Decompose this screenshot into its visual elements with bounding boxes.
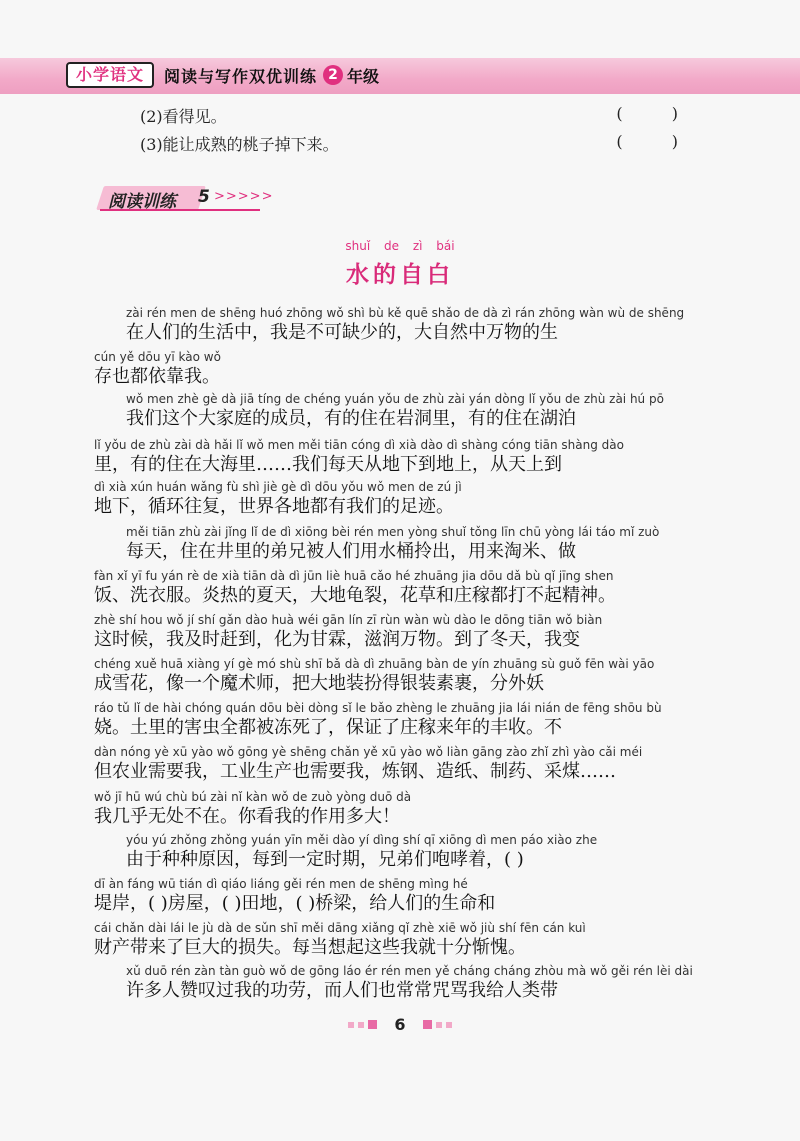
answer-blank[interactable]: ( )	[616, 104, 700, 123]
hanzi-line: 在人们的生活中，我是不可缺少的，大自然中万物的生	[126, 322, 558, 343]
hanzi-line: 许多人赞叹过我的功劳，而人们也常常咒骂我给人类带	[126, 980, 558, 1001]
hanzi-line: 我们这个大家庭的成员，有的住在岩洞里，有的住在湖泊	[126, 408, 576, 429]
hanzi-line: 但农业需要我，工业生产也需要我，炼钢、造纸、制药、采煤……	[94, 761, 616, 782]
section-number: 5	[198, 187, 210, 207]
footer-decoration	[423, 1020, 432, 1029]
header	[66, 61, 379, 89]
text-line	[94, 963, 706, 1003]
text-line	[94, 568, 706, 608]
text-line	[94, 391, 706, 431]
hanzi-line: 堤岸，( )房屋，( )田地，( )桥梁，给人们的生命和	[94, 893, 496, 914]
series-label: 小学语文	[66, 62, 154, 88]
pinyin-line: cún yě dōu yī kào wǒ	[94, 350, 221, 364]
page-number: 6	[394, 1015, 406, 1034]
page-footer	[0, 1014, 800, 1034]
text-line	[94, 789, 706, 829]
text-line	[94, 700, 706, 740]
footer-decoration	[436, 1022, 442, 1028]
hanzi-line: 由于种种原因，每到一定时期，兄弟们咆哮着，( )	[126, 849, 524, 870]
question-text: (2)看得见。	[140, 107, 227, 126]
pinyin-line: zhè shí hou wǒ jí shí gǎn dào huà wéi gān lín zī rùn wàn wù dào le dōng tiān wǒ biàn	[94, 613, 603, 627]
footer-decoration	[368, 1020, 377, 1029]
grade-number: 2	[323, 65, 343, 85]
hanzi-line: 成雪花，像一个魔术师，把大地装扮得银装素裹，分外妖	[94, 673, 544, 694]
section-arrows: >>>>>	[214, 189, 274, 204]
pinyin-line: dàn nóng yè xū yào wǒ gōng yè shēng chǎn yě xū yào wǒ liàn gāng zào zhǐ zhì yào cǎi méi	[94, 745, 643, 759]
text-line	[94, 920, 706, 960]
pinyin-line: chéng xuě huā xiàng yí gè mó shù shī bǎ dà dì zhuāng bàn de yín zhuāng sù guǒ fēn wài yāo	[94, 657, 655, 671]
article-title: 水的自白	[346, 262, 454, 288]
hanzi-line: 每天，住在井里的弟兄被人们用水桶拎出，用来淘米、做	[126, 541, 576, 562]
text-line	[94, 612, 706, 652]
pinyin-line: lǐ yǒu de zhù zài dà hǎi lǐ wǒ men měi tiān cóng dì xià dào dì shàng cóng tiān shàng dào	[94, 438, 624, 452]
hanzi-line: 娆。土里的害虫全都被冻死了，保证了庄稼来年的丰收。不	[94, 717, 562, 738]
text-line	[94, 832, 706, 872]
question-2	[140, 104, 700, 127]
footer-decoration	[446, 1022, 452, 1028]
footer-decoration	[358, 1022, 364, 1028]
pinyin-line: fàn xǐ yī fu yán rè de xià tiān dà dì jūn liè huā cǎo hé zhuāng jia dōu dǎ bù qǐ jīng shen	[94, 569, 614, 583]
text-line	[94, 744, 706, 784]
hanzi-line: 里，有的住在大海里……我们每天从地下到地上，从天上到	[94, 454, 562, 475]
section-label: 阅读训练	[108, 192, 176, 212]
answer-blank[interactable]: ( )	[616, 132, 700, 151]
hanzi-line: 财产带来了巨大的损失。每当想起这些我就十分惭愧。	[94, 937, 526, 958]
hanzi-line: 存也都依靠我。	[94, 366, 220, 387]
text-line	[94, 656, 706, 696]
hanzi-line: 这时候，我及时赶到，化为甘霖，滋润万物。到了冬天，我变	[94, 629, 580, 650]
hanzi-line: 饭、洗衣服。炎热的夏天，大地龟裂，花草和庄稼都打不起精神。	[94, 585, 616, 606]
question-3	[140, 132, 700, 155]
question-text: (3)能让成熟的桃子掉下来。	[140, 135, 339, 154]
pinyin-line: dì xià xún huán wǎng fù shì jiè gè dì dōu yǒu wǒ men de zú jì	[94, 480, 462, 494]
text-line	[94, 479, 706, 519]
grade-label: 年级	[347, 66, 380, 86]
pinyin-line: wǒ men zhè gè dà jiā tíng de chéng yuán yǒu de zhù zài yán dòng lǐ yǒu de zhù zài hú pō	[126, 392, 664, 406]
text-line	[94, 305, 706, 345]
title-pinyin: shuǐ de zì bái	[345, 239, 455, 253]
hanzi-line: 我几乎无处不在。你看我的作用多大！	[94, 806, 400, 827]
footer-decoration	[348, 1022, 354, 1028]
text-line	[94, 349, 706, 389]
pinyin-line: cái chǎn dài lái le jù dà de sǔn shī měi dāng xiǎng qǐ zhè xiē wǒ jiù shí fēn cán kuì	[94, 921, 586, 935]
pinyin-line: yóu yú zhǒng zhǒng yuán yīn měi dào yí dìng shí qī xiōng dì men páo xiào zhe	[126, 833, 598, 847]
text-line	[94, 524, 706, 564]
pinyin-line: xǔ duō rén zàn tàn guò wǒ de gōng láo ér rén men yě cháng cháng zhòu mà wǒ gěi rén lèi dài	[126, 964, 693, 978]
text-line	[94, 876, 706, 916]
pinyin-line: dī àn fáng wū tián dì qiáo liáng gěi rén men de shēng mìng hé	[94, 877, 468, 891]
pinyin-line: měi tiān zhù zài jǐng lǐ de dì xiōng bèi rén men yòng shuǐ tǒng līn chū yòng lái táo mǐ zuò	[126, 525, 660, 539]
text-line	[94, 437, 706, 477]
pinyin-line: wǒ jī hū wú chù bú zài nǐ kàn wǒ de zuò yòng duō dà	[94, 790, 412, 804]
section-tag	[100, 186, 274, 212]
pinyin-line: ráo tǔ lǐ de hài chóng quán dōu bèi dòng sǐ le bǎo zhèng le zhuāng jia lái nián de fēng shōu bù	[94, 701, 662, 715]
book-title: 阅读与写作双优训练	[164, 66, 318, 86]
hanzi-line: 地下，循环往复，世界各地都有我们的足迹。	[94, 496, 454, 517]
pinyin-line: zài rén men de shēng huó zhōng wǒ shì bù kě quē shǎo de dà zì rán zhōng wàn wù de shēng	[126, 306, 685, 320]
